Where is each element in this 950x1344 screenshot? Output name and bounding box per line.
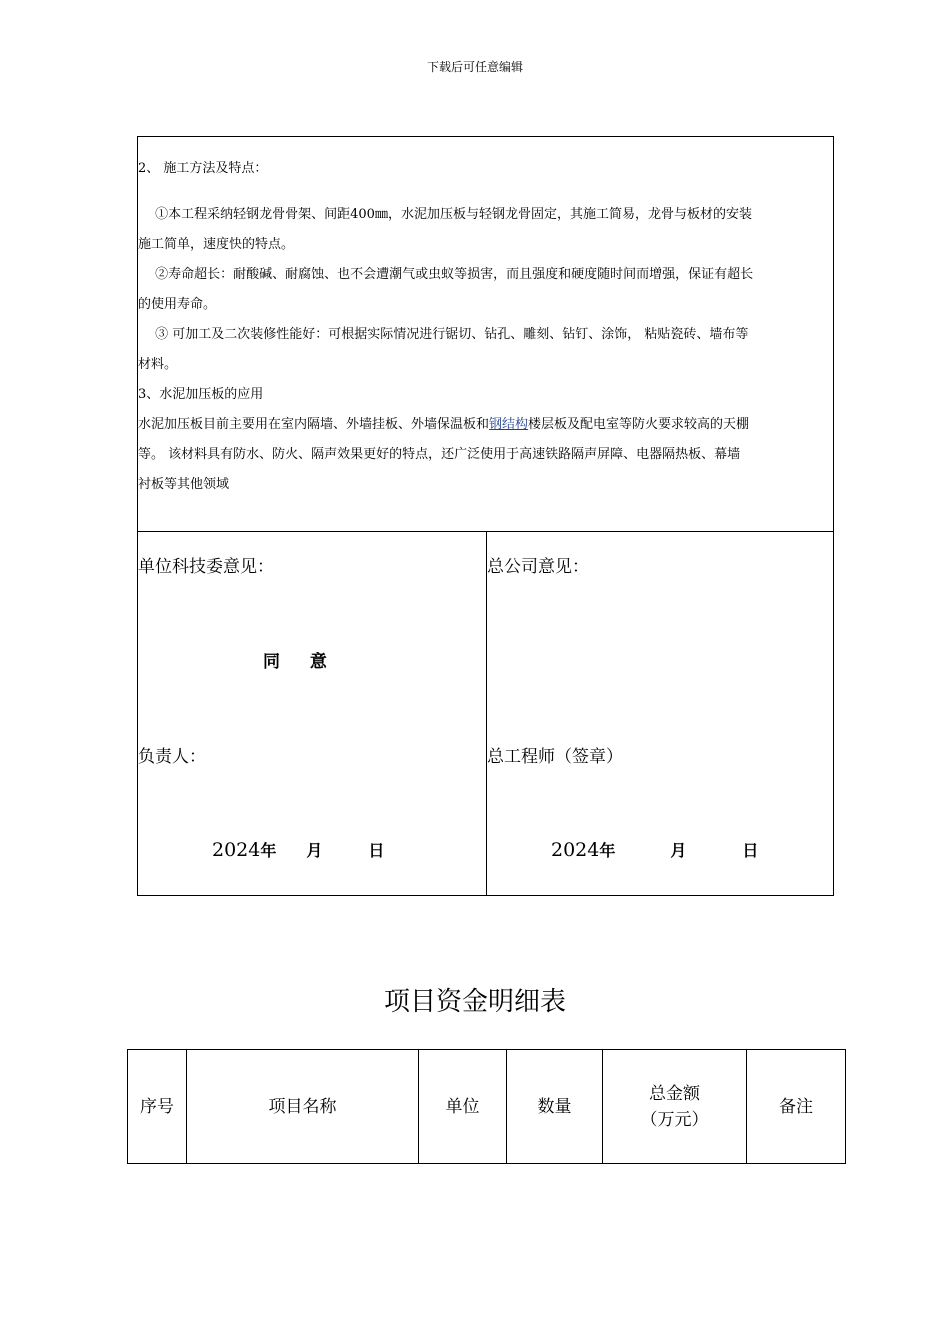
fund-table-title: 项目资金明细表 (383, 987, 566, 1017)
approval-form (137, 136, 834, 896)
company-opinion-cell (487, 532, 833, 895)
date-day-unit: 日 (368, 841, 385, 860)
company-opinion-title: 总公司意见： (487, 557, 589, 577)
text-line: 的使用寿命。 (138, 297, 217, 312)
fund-detail-table (127, 1049, 846, 1164)
date-day-unit: 日 (742, 841, 759, 860)
text-line: 材料。 (138, 357, 178, 372)
col-total-amount (603, 1050, 747, 1164)
text-line: 等。 该材料具有防水、防火、隔声效果更好的特点，还广泛使用于高速铁路隔声屏障、电器隔热板、幕墙 (138, 447, 741, 462)
committee-opinion-cell (138, 532, 487, 895)
col-unit: 单位 (419, 1050, 507, 1164)
chief-engineer-label: 总工程师（签章） (487, 747, 623, 767)
date-month-unit: 月 (670, 841, 687, 860)
col-remarks: 备注 (747, 1050, 846, 1164)
date-left (212, 838, 384, 863)
table-header-row (128, 1050, 846, 1164)
agree-text: 同 意 (263, 652, 339, 672)
construction-description (138, 137, 833, 532)
col-quantity: 数量 (507, 1050, 603, 1164)
date-year-unit: 年 (599, 841, 616, 860)
page-header: 下载后可任意编辑 (426, 60, 523, 74)
date-year: 2024 (551, 839, 600, 861)
date-year-unit: 年 (260, 841, 277, 860)
date-year: 2024 (212, 839, 261, 861)
date-month-unit: 月 (306, 841, 323, 860)
text-segment: 楼层板及配电室等防火要求较高的天棚 (528, 417, 750, 432)
col-project-name: 项目名称 (187, 1050, 419, 1164)
committee-opinion-title: 单位科技委意见： (138, 557, 274, 577)
text-line: 衬板等其他领域 (138, 477, 230, 492)
text-line: ②寿命超长：耐酸碱、耐腐蚀、也不会遭潮气或虫蚁等损害，而且强度和硬度随时间而增强，保证有超长 (138, 267, 754, 282)
responsible-person-label: 负责人： (138, 747, 206, 767)
col-total-amount-unit: （万元） (640, 1109, 709, 1130)
text-line-application (138, 416, 749, 434)
text-line: 3、水泥加压板的应用 (138, 387, 264, 402)
steel-structure-link[interactable]: 钢结构 (489, 417, 529, 432)
col-total-amount-label: 总金额 (649, 1083, 700, 1104)
col-index: 序号 (128, 1050, 187, 1164)
text-line: ①本工程采纳轻钢龙骨骨架、间距400㎜，水泥加压板与轻钢龙骨固定，其施工简易，龙骨与板材的安装 (138, 207, 752, 222)
date-right (551, 838, 758, 863)
text-line: 2、 施工方法及特点： (138, 161, 268, 176)
text-line: 施工简单，速度快的特点。 (138, 237, 295, 252)
text-line: ③ 可加工及二次装修性能好：可根据实际情况进行锯切、钻孔、雕刻、钻钉、涂饰， 粘贴瓷砖、墙布等 (138, 327, 749, 342)
text-segment: 水泥加压板目前主要用在室内隔墙、外墙挂板、外墙保温板和 (138, 417, 490, 432)
